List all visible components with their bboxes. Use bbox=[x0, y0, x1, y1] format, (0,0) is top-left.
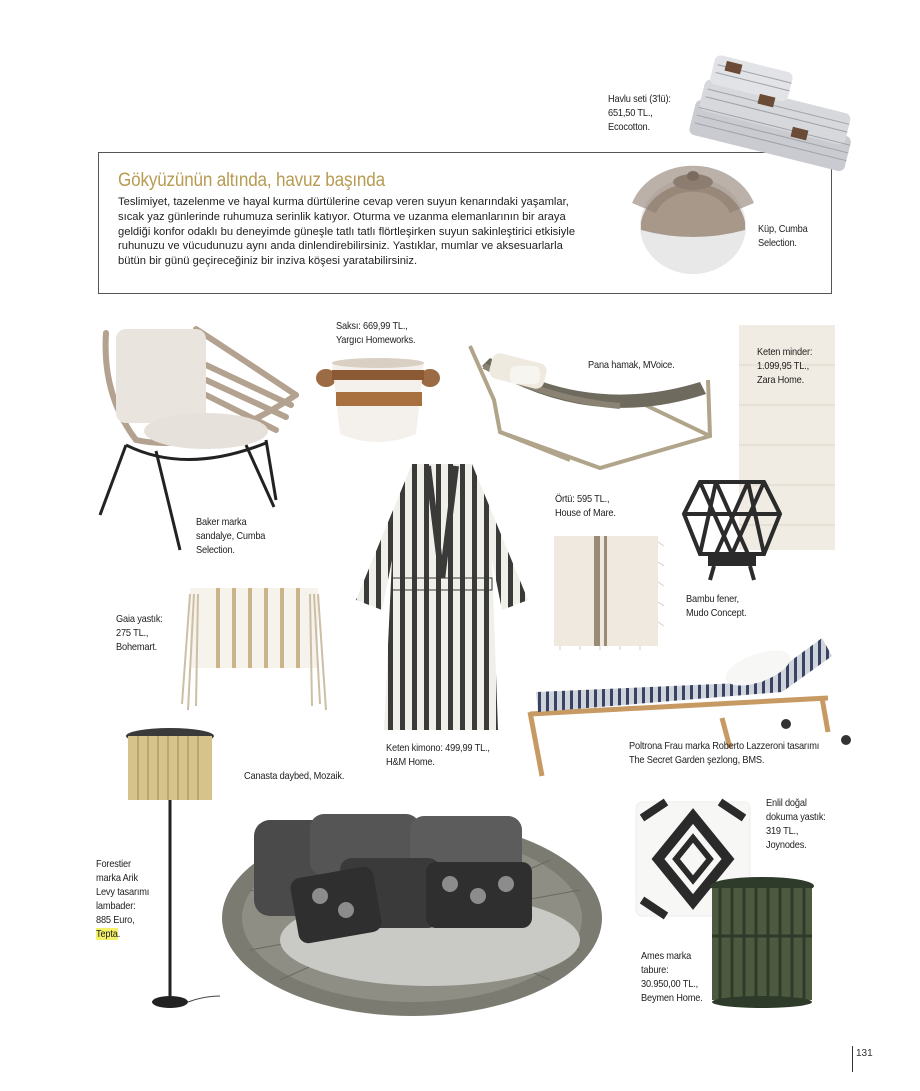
throw-caption bbox=[555, 492, 616, 520]
daybed-image bbox=[220, 800, 604, 1018]
pot-image bbox=[316, 356, 440, 452]
caption-line: 275 TL., bbox=[116, 627, 149, 639]
lounger-caption bbox=[629, 739, 819, 767]
caption-line: Pana hamak, MVoice. bbox=[588, 359, 675, 371]
caption-line: Keten kimono: 499,99 TL., bbox=[386, 742, 490, 754]
caption-line: 885 Euro, bbox=[96, 914, 135, 926]
kimono-caption bbox=[386, 741, 490, 769]
caption-line: Forestier bbox=[96, 858, 131, 870]
stool-caption bbox=[641, 949, 703, 1005]
towel-caption bbox=[608, 92, 671, 134]
caption-line: Havlu seti (3'lü): bbox=[608, 93, 671, 105]
caption-line: 651,50 TL., bbox=[608, 107, 653, 119]
caption-line: Canasta daybed, Mozaik. bbox=[244, 770, 345, 782]
gaia-pillow-image bbox=[176, 584, 332, 714]
caption-line: marka Arik bbox=[96, 872, 138, 884]
page-number: 131 bbox=[856, 1048, 873, 1059]
caption-line: Beymen Home. bbox=[641, 992, 703, 1004]
gaia-caption bbox=[116, 612, 163, 654]
brand-highlight: Tepta bbox=[96, 928, 118, 940]
caption-line: Ames marka bbox=[641, 950, 692, 962]
caption-line: Levy tasarımı bbox=[96, 886, 150, 898]
caption-line: 30.950,00 TL., bbox=[641, 978, 698, 990]
caption-line: H&M Home. bbox=[386, 756, 435, 768]
lantern-caption bbox=[686, 592, 746, 620]
caption-line: tabure: bbox=[641, 964, 669, 976]
caption-line: Zara Home. bbox=[757, 374, 805, 386]
pot-caption bbox=[336, 319, 415, 347]
kimono-image bbox=[352, 460, 532, 732]
caption-line: Mudo Concept. bbox=[686, 607, 747, 619]
caption-line: sandalye, Cumba bbox=[196, 530, 266, 542]
intro-line: geldiği konfor odaklı bu deneyimde güneşle tatlı tatlı flörtleşirken suyun sakinleştirici etkisiyle bbox=[118, 225, 576, 238]
section-title: Gökyüzünün altında, havuz başında bbox=[118, 170, 385, 191]
caption-line: Küp, Cumba bbox=[758, 223, 808, 235]
caption-line: lambader: bbox=[96, 900, 136, 912]
basket-caption bbox=[758, 222, 808, 250]
stool-image bbox=[706, 876, 818, 1012]
caption-line: Poltrona Frau marka Roberto Lazzeroni tasarımı bbox=[629, 740, 820, 752]
hammock-caption bbox=[588, 358, 675, 372]
caption-line: 319 TL., bbox=[766, 825, 799, 837]
caption-line: Selection. bbox=[196, 544, 235, 556]
intro-line: bütün bir günü geçireceğiniz bir inziva köşesi yaratabilirsiniz. bbox=[118, 255, 418, 268]
caption-line: Selection. bbox=[758, 237, 797, 249]
caption-line: Joynodes. bbox=[766, 839, 807, 851]
intro-text bbox=[118, 195, 638, 269]
caption-line: House of Mare. bbox=[555, 507, 616, 519]
caption-line: . bbox=[117, 928, 121, 940]
caption-line: Bambu fener, bbox=[686, 593, 739, 605]
caption-line: 1.099,95 TL., bbox=[757, 360, 810, 372]
intro-line: Teslimiyet, tazelenme ve hayal kurma dürtülerine cevap veren suyun kenarındaki yaşamlar, bbox=[118, 196, 569, 208]
caption-line: Yargıcı Homeworks. bbox=[336, 334, 416, 346]
caption-line: Enlil doğal bbox=[766, 797, 807, 809]
basket-cube-image bbox=[638, 164, 748, 274]
lantern-image bbox=[680, 474, 784, 584]
intro-line: sıcak yaz günlerinde ruhumuza serinlik katıyor. Oturma ve uzanma elemanlarının bir araya bbox=[118, 210, 566, 223]
linen-cushion-caption bbox=[757, 345, 812, 387]
towel-set-image bbox=[684, 60, 864, 180]
caption-line: The Secret Garden şezlong, BMS. bbox=[629, 754, 765, 766]
caption-line: Gaia yastık: bbox=[116, 613, 163, 625]
daybed-caption bbox=[244, 769, 344, 783]
intro-line: ruhunuzu ve vücudunuzu aynı anda dinlendirebilirsiniz. Yastıklar, mumlar ve aksesuarlarla bbox=[118, 240, 563, 253]
caption-line: Bohemart. bbox=[116, 641, 158, 653]
caption-line: Ecocotton. bbox=[608, 121, 650, 133]
caption-line: Örtü: 595 TL., bbox=[555, 493, 610, 505]
caption-line: dokuma yastık: bbox=[766, 811, 826, 823]
woven-pillow-caption bbox=[766, 796, 826, 852]
page-number-divider bbox=[852, 1046, 853, 1072]
lamp-caption bbox=[96, 857, 149, 941]
caption-line bbox=[96, 927, 149, 941]
caption-line: Keten minder: bbox=[757, 346, 813, 358]
caption-line: Saksı: 669,99 TL., bbox=[336, 320, 408, 332]
chair-caption bbox=[196, 515, 265, 557]
caption-line: Baker marka bbox=[196, 516, 247, 528]
